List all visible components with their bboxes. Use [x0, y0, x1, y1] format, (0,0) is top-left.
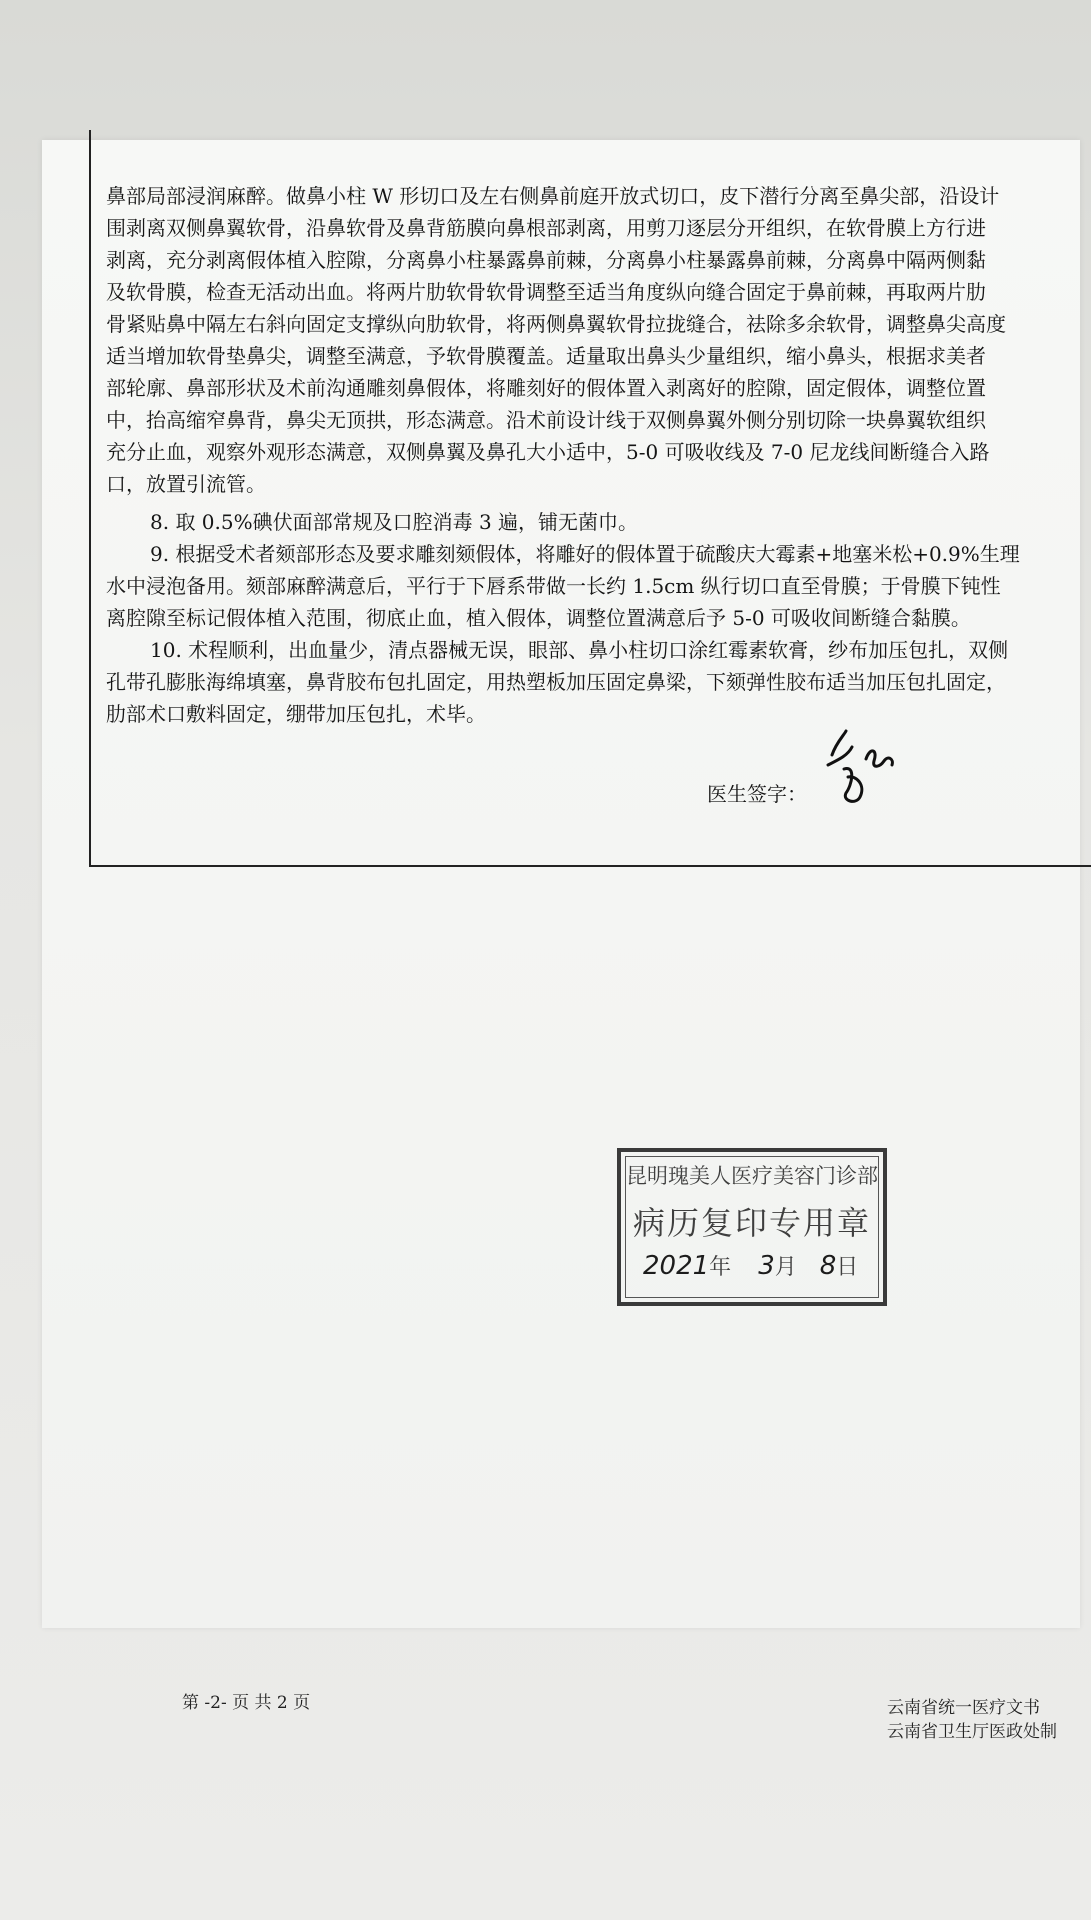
step-9-line: 离腔隙至标记假体植入范围，彻底止血，植入假体，调整位置满意后予 5-0 可吸收间断缝合黏膜。 — [106, 606, 971, 630]
page-number: 第 -2- 页 共 2 页 — [182, 1693, 311, 1713]
paragraph-line: 剥离，充分剥离假体植入腔隙，分离鼻小柱暴露鼻前棘，分离鼻小柱暴露鼻前棘，分离鼻中隔两侧黏 — [106, 248, 986, 272]
paragraph-line: 充分止血，观察外观形态满意，双侧鼻翼及鼻孔大小适中，5-0 可吸收线及 7-0 尼龙线间断缝合入路 — [106, 440, 990, 464]
paragraph-line: 鼻部局部浸润麻醉。做鼻小柱 W 形切口及左右侧鼻前庭开放式切口，皮下潜行分离至鼻尖部，沿设计 — [106, 184, 1000, 208]
medical-record-stamp — [617, 1148, 887, 1306]
issuer-line: 云南省卫生厅医政处制 — [887, 1722, 1057, 1742]
stamp-date — [643, 1250, 858, 1281]
stamp-month: 3 — [758, 1251, 775, 1281]
paragraph-line: 适当增加软骨垫鼻尖，调整至满意，予软骨膜覆盖。适量取出鼻头少量组织，缩小鼻头，根据求美者 — [106, 344, 986, 368]
document-page — [42, 140, 1080, 1742]
step-10-line: 10. 术程顺利，出血量少，清点器械无误，眼部、鼻小柱切口涂红霉素软膏，纱布加压包扎，双侧 — [150, 638, 1009, 662]
step-9-line: 9. 根据受术者颏部形态及要求雕刻颏假体，将雕好的假体置于硫酸庆大霉素+地塞米松+0.9%生理 — [150, 542, 1020, 566]
stamp-day: 8 — [819, 1251, 837, 1281]
stamp-title: 病历复印专用章 — [632, 1204, 871, 1242]
operation-record-text — [106, 180, 1086, 730]
step-10-line: 孔带孔膨胀海绵填塞，鼻背胶布包扎固定，用热塑板加压固定鼻梁，下颏弹性胶布适当加压包扎固定， — [106, 670, 1006, 694]
paragraph-line: 口，放置引流管。 — [106, 472, 266, 496]
doctor-signature-label: 医生签字： — [707, 782, 807, 806]
paragraph-line: 部轮廓、鼻部形状及术前沟通雕刻鼻假体，将雕刻好的假体置入剥离好的腔隙，固定假体，调整位置 — [106, 376, 986, 400]
stamp-year-unit: 年 — [709, 1255, 732, 1280]
handwritten-signature — [822, 725, 912, 825]
paragraph-line: 中，抬高缩窄鼻背，鼻尖无顶拱，形态满意。沿术前设计线于双侧鼻翼外侧分别切除一块鼻翼软组织 — [106, 408, 986, 432]
paragraph-line: 围剥离双侧鼻翼软骨，沿鼻软骨及鼻背筋膜向鼻根部剥离，用剪刀逐层分开组织，在软骨膜上方行进 — [106, 216, 986, 240]
stamp-organization: 昆明瑰美人医疗美容门诊部 — [626, 1164, 878, 1188]
stamp-day-unit: 日 — [836, 1255, 859, 1280]
stamp-year: 2021 — [643, 1251, 710, 1281]
step-8-line: 8. 取 0.5%碘伏面部常规及口腔消毒 3 遍，铺无菌巾。 — [150, 510, 639, 534]
stamp-month-unit: 月 — [774, 1255, 797, 1280]
paragraph-line: 骨紧贴鼻中隔左右斜向固定支撑纵向肋软骨，将两侧鼻翼软骨拉拢缝合，祛除多余软骨，调整鼻尖高度 — [106, 312, 1006, 336]
step-10-line: 肋部术口敷料固定，绷带加压包扎，术毕。 — [106, 702, 486, 726]
issuer-info — [887, 1696, 1057, 1744]
issuer-line: 云南省统一医疗文书 — [887, 1698, 1040, 1718]
paragraph-line: 及软骨膜，检查无活动出血。将两片肋软骨软骨调整至适当角度纵向缝合固定于鼻前棘，再取两片肋 — [106, 280, 986, 304]
step-9-line: 水中浸泡备用。颏部麻醉满意后，平行于下唇系带做一长约 1.5cm 纵行切口直至骨膜；于骨膜下钝性 — [106, 574, 1001, 598]
